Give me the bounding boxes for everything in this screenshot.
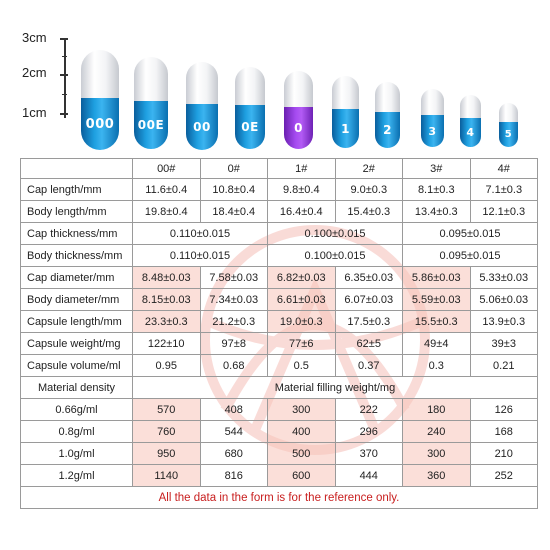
table-row: [21, 377, 538, 399]
table-cell: 77±6: [268, 333, 336, 355]
table-cell: 0.3: [403, 355, 471, 377]
table-cell: 9.8±0.4: [268, 179, 336, 201]
table-cell: 0.095±0.015: [403, 245, 538, 267]
table-cell: 168: [470, 421, 538, 443]
capsule-lineup: [0, 0, 550, 160]
table-cell: 0.110±0.015: [133, 223, 268, 245]
table-row: [21, 421, 538, 443]
table-cell: 8.15±0.03: [133, 289, 201, 311]
table-cell: 9.0±0.3: [335, 179, 403, 201]
table-cell: 296: [335, 421, 403, 443]
table-cell: 360: [403, 465, 471, 487]
table-cell: 39±3: [470, 333, 538, 355]
table-header-row: [21, 159, 538, 179]
capsule-1: [332, 76, 359, 148]
table-cell: 1140: [133, 465, 201, 487]
table-cell: 17.5±0.3: [335, 311, 403, 333]
table-cell: 10.8±0.4: [200, 179, 268, 201]
table-cell: 12.1±0.3: [470, 201, 538, 223]
capsule-5: [499, 103, 518, 147]
table-cell: 97±8: [200, 333, 268, 355]
reference-note: All the data in the form is for the reference only.: [21, 487, 538, 509]
table-cell: 544: [200, 421, 268, 443]
capsule-4: [460, 95, 481, 147]
table-cell: 500: [268, 443, 336, 465]
row-label: 0.8g/ml: [21, 421, 133, 443]
table-cell: 5.59±0.03: [403, 289, 471, 311]
table-cell: 760: [133, 421, 201, 443]
row-label: Capsule length/mm: [21, 311, 133, 333]
table-cell: 122±10: [133, 333, 201, 355]
table-cell: 408: [200, 399, 268, 421]
capsule-size-label: 00: [193, 120, 211, 134]
row-label: Material density: [21, 377, 133, 399]
row-label: Body thickness/mm: [21, 245, 133, 267]
table-header-cell: 0#: [200, 159, 268, 179]
table-row: [21, 267, 538, 289]
row-label: 1.2g/ml: [21, 465, 133, 487]
table-cell: 444: [335, 465, 403, 487]
capsule-size-label: 0E: [241, 120, 259, 134]
table-cell: 13.9±0.3: [470, 311, 538, 333]
table-cell: 7.1±0.3: [470, 179, 538, 201]
table-cell: 5.06±0.03: [470, 289, 538, 311]
capsule-spec-table: [20, 158, 538, 509]
table-cell: 49±4: [403, 333, 471, 355]
table-cell: 21.2±0.3: [200, 311, 268, 333]
table-cell: 18.4±0.4: [200, 201, 268, 223]
ruler-label-2cm: 2cm: [22, 65, 47, 80]
capsule-size-label: 3: [428, 124, 437, 138]
table-cell: 6.61±0.03: [268, 289, 336, 311]
table-cell: 950: [133, 443, 201, 465]
table-row: [21, 333, 538, 355]
table-cell: 240: [403, 421, 471, 443]
table-cell: 0.37: [335, 355, 403, 377]
table-cell: 252: [470, 465, 538, 487]
table-cell: 0.95: [133, 355, 201, 377]
row-label: Body length/mm: [21, 201, 133, 223]
table-cell: 0.110±0.015: [133, 245, 268, 267]
table-cell: 15.5±0.3: [403, 311, 471, 333]
row-label: Capsule volume/ml: [21, 355, 133, 377]
row-label: Cap length/mm: [21, 179, 133, 201]
table-cell: 8.48±0.03: [133, 267, 201, 289]
table-cell: 816: [200, 465, 268, 487]
capsule-00: [186, 62, 218, 150]
table-cell: 0.100±0.015: [268, 245, 403, 267]
capsule-000: [81, 50, 119, 150]
table-row: [21, 311, 538, 333]
table-row: [21, 179, 538, 201]
table-cell: 680: [200, 443, 268, 465]
capsule-0: [284, 71, 313, 149]
table-cell: 570: [133, 399, 201, 421]
capsule-size-label: 1: [341, 121, 350, 136]
row-label: Capsule weight/mg: [21, 333, 133, 355]
row-label: Cap diameter/mm: [21, 267, 133, 289]
table-cell: 8.1±0.3: [403, 179, 471, 201]
table-header-cell: 2#: [335, 159, 403, 179]
table-cell: 19.0±0.3: [268, 311, 336, 333]
row-label: 0.66g/ml: [21, 399, 133, 421]
table-cell: 0.68: [200, 355, 268, 377]
table-header-cell: 4#: [470, 159, 538, 179]
capsule-0e: [235, 67, 265, 149]
table-header-cell: [21, 159, 133, 179]
table-cell: 0.095±0.015: [403, 223, 538, 245]
table-cell: 222: [335, 399, 403, 421]
table-row: [21, 223, 538, 245]
table-row: [21, 245, 538, 267]
table-cell: 300: [403, 443, 471, 465]
table-row: [21, 201, 538, 223]
ruler-label-1cm: 1cm: [22, 105, 47, 120]
table-header-cell: 00#: [133, 159, 201, 179]
table-cell: 7.58±0.03: [200, 267, 268, 289]
table-cell: 16.4±0.4: [268, 201, 336, 223]
capsule-size-label: 4: [466, 126, 475, 139]
table-cell: 180: [403, 399, 471, 421]
table-cell: 13.4±0.3: [403, 201, 471, 223]
table-row: [21, 355, 538, 377]
table-cell: 7.34±0.03: [200, 289, 268, 311]
capsule-size-label: 000: [85, 116, 115, 132]
table-cell: 6.35±0.03: [335, 267, 403, 289]
table-cell: 400: [268, 421, 336, 443]
table-cell: 300: [268, 399, 336, 421]
ruler-label-3cm: 3cm: [22, 30, 47, 45]
table-row: [21, 487, 538, 509]
table-cell: 62±5: [335, 333, 403, 355]
capsule-size-label: 0: [294, 121, 303, 135]
capsule-3: [421, 89, 444, 147]
table-cell: 5.33±0.03: [470, 267, 538, 289]
table-cell: 0.5: [268, 355, 336, 377]
table-header-cell: 3#: [403, 159, 471, 179]
table-cell: 19.8±0.4: [133, 201, 201, 223]
table-cell: 5.86±0.03: [403, 267, 471, 289]
row-label: 1.0g/ml: [21, 443, 133, 465]
table-cell: 370: [335, 443, 403, 465]
row-label: Body diameter/mm: [21, 289, 133, 311]
table-cell: 15.4±0.3: [335, 201, 403, 223]
table-row: [21, 289, 538, 311]
table-row: [21, 399, 538, 421]
table-cell: 6.82±0.03: [268, 267, 336, 289]
table-cell: 210: [470, 443, 538, 465]
table-cell: 6.07±0.03: [335, 289, 403, 311]
capsule-size-label: 00E: [137, 118, 165, 132]
table-cell: 126: [470, 399, 538, 421]
table-cell: 11.6±0.4: [133, 179, 201, 201]
table-header-cell: 1#: [268, 159, 336, 179]
table-cell: 600: [268, 465, 336, 487]
table-cell: 0.21: [470, 355, 538, 377]
row-label: Cap thickness/mm: [21, 223, 133, 245]
capsule-size-label: 5: [504, 129, 513, 140]
capsule-00e: [134, 57, 168, 149]
table-cell: 0.100±0.015: [268, 223, 403, 245]
table-row: [21, 443, 538, 465]
capsule-2: [375, 82, 400, 148]
table-cell: 23.3±0.3: [133, 311, 201, 333]
table-row: [21, 465, 538, 487]
table-section-header: Material filling weight/mg: [133, 377, 538, 399]
capsule-size-label: 2: [383, 123, 392, 137]
